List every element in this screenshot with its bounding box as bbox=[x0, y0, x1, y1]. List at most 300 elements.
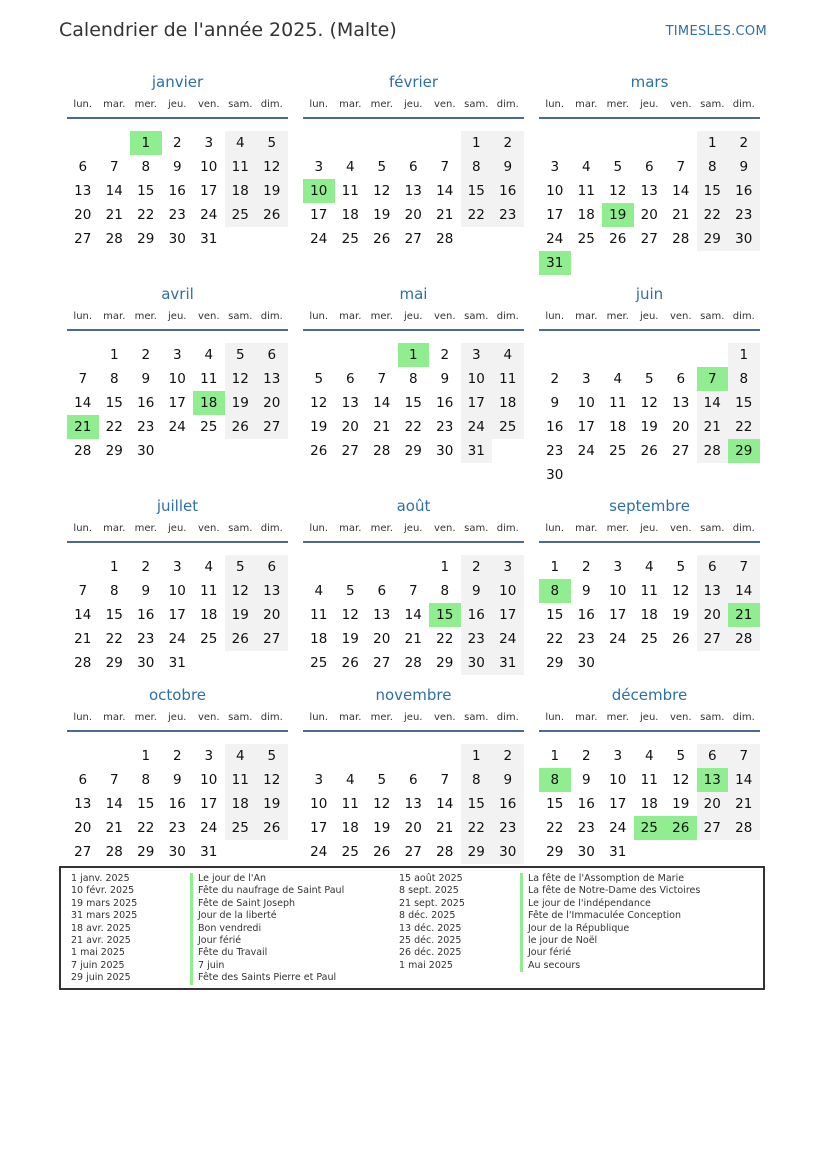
weekday-label: ven. bbox=[197, 99, 220, 110]
weekday-label: lun. bbox=[309, 523, 329, 534]
month-name: février bbox=[388, 73, 439, 91]
weekend-day-cell: 19 bbox=[225, 603, 257, 627]
day-cell: 24 bbox=[168, 631, 186, 647]
day-cell: 1 bbox=[141, 748, 151, 764]
weekend-day-cell: 16 bbox=[461, 603, 493, 627]
weekend-day-cell: 4 bbox=[225, 131, 257, 155]
legend-dates-col-2 bbox=[399, 873, 465, 972]
day-cell: 9 bbox=[440, 371, 450, 387]
header-divider bbox=[539, 329, 760, 331]
legend-holiday-name: le jour de Noël bbox=[520, 935, 700, 947]
day-cell: 9 bbox=[581, 583, 591, 599]
day-cell: 18 bbox=[310, 631, 328, 647]
weekend-day-cell: 27 bbox=[697, 627, 729, 651]
day-cell: 29 bbox=[105, 443, 123, 459]
day-cell: 18 bbox=[640, 607, 658, 623]
legend-date: 1 mai 2025 bbox=[71, 947, 125, 959]
day-cell: 28 bbox=[105, 844, 123, 860]
month-name: septembre bbox=[609, 497, 690, 515]
day-cell: 15 bbox=[137, 796, 155, 812]
day-cell: 6 bbox=[676, 371, 686, 387]
weekday-label: dim. bbox=[496, 523, 519, 534]
weekend-day-cell: 17 bbox=[492, 603, 524, 627]
day-cell: 10 bbox=[168, 371, 186, 387]
day-cell: 8 bbox=[440, 583, 450, 599]
day-cell: 20 bbox=[404, 207, 422, 223]
day-cell: 21 bbox=[74, 631, 92, 647]
day-cell: 10 bbox=[577, 395, 595, 411]
day-cell: 10 bbox=[609, 772, 627, 788]
day-cell: 28 bbox=[672, 231, 690, 247]
day-cell: 6 bbox=[78, 159, 88, 175]
month-name: août bbox=[396, 497, 431, 515]
day-cell: 21 bbox=[672, 207, 690, 223]
day-cell: 18 bbox=[640, 796, 658, 812]
day-cell: 22 bbox=[105, 419, 123, 435]
day-cell: 11 bbox=[200, 583, 218, 599]
legend-date: 18 avr. 2025 bbox=[71, 922, 131, 934]
day-cell: 25 bbox=[609, 443, 627, 459]
day-cell: 29 bbox=[436, 655, 454, 671]
day-cell: 21 bbox=[105, 207, 123, 223]
header-divider bbox=[67, 730, 288, 732]
day-cell: 16 bbox=[137, 607, 155, 623]
weekend-day-cell: 19 bbox=[256, 179, 288, 203]
day-cell: 17 bbox=[200, 183, 218, 199]
day-cell: 1 bbox=[550, 748, 560, 764]
weekend-day-cell: 17 bbox=[461, 391, 493, 415]
weekday-label: mer. bbox=[134, 311, 157, 322]
weekend-day-cell: 1 bbox=[461, 744, 493, 768]
day-cell: 11 bbox=[341, 796, 359, 812]
legend-holiday-name: La fête de Notre-Dame des Victoires bbox=[520, 885, 700, 897]
day-cell: 21 bbox=[404, 631, 422, 647]
holiday-day-cell: 8 bbox=[539, 768, 571, 792]
month-name: mars bbox=[630, 73, 669, 91]
header-divider bbox=[303, 730, 524, 732]
day-cell: 20 bbox=[404, 820, 422, 836]
day-cell: 11 bbox=[640, 772, 658, 788]
weekend-day-cell: 8 bbox=[461, 155, 493, 179]
weekday-label: dim. bbox=[732, 99, 755, 110]
weekend-day-cell: 28 bbox=[728, 627, 760, 651]
weekend-day-cell: 8 bbox=[461, 768, 493, 792]
legend-date: 21 sept. 2025 bbox=[399, 897, 465, 909]
weekend-day-cell: 20 bbox=[697, 792, 729, 816]
day-cell: 27 bbox=[74, 231, 92, 247]
day-cell: 20 bbox=[373, 631, 391, 647]
day-cell: 25 bbox=[640, 631, 658, 647]
month-janvier bbox=[67, 73, 288, 273]
day-cell: 20 bbox=[672, 419, 690, 435]
day-cell: 5 bbox=[345, 583, 355, 599]
legend-date: 10 févr. 2025 bbox=[71, 885, 135, 897]
holiday-day-cell: 25 bbox=[634, 816, 666, 840]
day-cell: 7 bbox=[109, 159, 119, 175]
day-cell: 16 bbox=[137, 395, 155, 411]
header-divider bbox=[67, 117, 288, 119]
weekend-day-cell: 11 bbox=[225, 768, 257, 792]
day-cell: 4 bbox=[581, 159, 591, 175]
weekday-label: lun. bbox=[545, 311, 565, 322]
weekday-label: lun. bbox=[545, 523, 565, 534]
day-cell: 23 bbox=[577, 631, 595, 647]
month-name: juillet bbox=[156, 497, 199, 515]
day-cell: 12 bbox=[609, 183, 627, 199]
weekend-day-cell: 3 bbox=[492, 555, 524, 579]
day-cell: 9 bbox=[172, 772, 182, 788]
day-cell: 7 bbox=[78, 371, 88, 387]
day-cell: 23 bbox=[436, 419, 454, 435]
weekend-day-cell: 23 bbox=[492, 816, 524, 840]
legend-date: 19 mars 2025 bbox=[71, 897, 138, 909]
day-cell: 26 bbox=[640, 443, 658, 459]
day-cell: 23 bbox=[168, 820, 186, 836]
weekday-label: ven. bbox=[433, 99, 456, 110]
legend-holiday-name: Jour de la République bbox=[520, 923, 700, 935]
holiday-day-cell: 8 bbox=[539, 579, 571, 603]
weekend-day-cell: 25 bbox=[492, 415, 524, 439]
day-cell: 16 bbox=[546, 419, 564, 435]
day-cell: 22 bbox=[546, 820, 564, 836]
weekend-day-cell: 11 bbox=[492, 367, 524, 391]
legend-holiday-name: Fête du naufrage de Saint Paul bbox=[190, 885, 344, 897]
weekday-label: mer. bbox=[606, 99, 629, 110]
day-cell: 29 bbox=[546, 844, 564, 860]
weekday-label: dim. bbox=[732, 523, 755, 534]
weekend-day-cell: 9 bbox=[492, 768, 524, 792]
day-cell: 5 bbox=[377, 159, 387, 175]
weekday-label: lun. bbox=[73, 311, 93, 322]
day-cell: 13 bbox=[640, 183, 658, 199]
day-cell: 30 bbox=[436, 443, 454, 459]
weekday-label: mer. bbox=[370, 99, 393, 110]
weekday-label: jeu. bbox=[640, 712, 659, 723]
weekday-label: dim. bbox=[260, 311, 283, 322]
day-cell: 24 bbox=[577, 443, 595, 459]
weekend-day-cell: 5 bbox=[256, 131, 288, 155]
day-cell: 23 bbox=[546, 443, 564, 459]
header-divider bbox=[303, 329, 524, 331]
weekend-day-cell: 30 bbox=[492, 840, 524, 864]
weekend-day-cell: 19 bbox=[256, 792, 288, 816]
day-cell: 26 bbox=[609, 231, 627, 247]
day-cell: 16 bbox=[168, 183, 186, 199]
day-cell: 23 bbox=[137, 419, 155, 435]
weekend-day-cell: 29 bbox=[461, 840, 493, 864]
month-name: janvier bbox=[151, 73, 204, 91]
weekend-day-cell: 12 bbox=[225, 579, 257, 603]
day-cell: 2 bbox=[172, 748, 182, 764]
day-cell: 15 bbox=[404, 395, 422, 411]
weekend-day-cell: 13 bbox=[256, 367, 288, 391]
weekend-day-cell: 6 bbox=[256, 555, 288, 579]
weekday-label: jeu. bbox=[168, 311, 187, 322]
day-cell: 5 bbox=[377, 772, 387, 788]
legend-date: 31 mars 2025 bbox=[71, 910, 138, 922]
day-cell: 20 bbox=[341, 419, 359, 435]
day-cell: 5 bbox=[314, 371, 324, 387]
day-cell: 14 bbox=[105, 796, 123, 812]
header-divider bbox=[303, 541, 524, 543]
holiday-day-cell: 31 bbox=[539, 251, 571, 275]
weekend-day-cell: 16 bbox=[492, 792, 524, 816]
day-cell: 2 bbox=[581, 748, 591, 764]
day-cell: 22 bbox=[404, 419, 422, 435]
weekday-label: mer. bbox=[606, 523, 629, 534]
legend-holiday-name: Jour de la liberté bbox=[190, 910, 344, 922]
holiday-day-cell: 1 bbox=[398, 343, 430, 367]
day-cell: 10 bbox=[609, 583, 627, 599]
weekend-day-cell: 22 bbox=[461, 203, 493, 227]
weekday-label: mar. bbox=[339, 712, 362, 723]
weekday-label: ven. bbox=[433, 311, 456, 322]
day-cell: 25 bbox=[577, 231, 595, 247]
weekend-day-cell: 28 bbox=[697, 439, 729, 463]
day-cell: 1 bbox=[550, 559, 560, 575]
weekend-day-cell: 25 bbox=[225, 203, 257, 227]
weekend-day-cell: 6 bbox=[697, 744, 729, 768]
day-cell: 29 bbox=[137, 231, 155, 247]
day-cell: 25 bbox=[200, 631, 218, 647]
header-divider bbox=[67, 541, 288, 543]
weekday-label: sam. bbox=[228, 311, 253, 322]
day-cell: 24 bbox=[609, 820, 627, 836]
day-cell: 12 bbox=[373, 183, 391, 199]
weekend-day-cell: 13 bbox=[697, 579, 729, 603]
weekday-label: lun. bbox=[309, 99, 329, 110]
day-cell: 2 bbox=[172, 135, 182, 151]
day-cell: 17 bbox=[310, 207, 328, 223]
day-cell: 24 bbox=[200, 820, 218, 836]
weekday-label: sam. bbox=[464, 311, 489, 322]
day-cell: 18 bbox=[200, 607, 218, 623]
day-cell: 25 bbox=[200, 419, 218, 435]
day-cell: 3 bbox=[172, 559, 182, 575]
brand-link[interactable]: TIMESLES.COM bbox=[665, 24, 767, 39]
day-cell: 17 bbox=[310, 820, 328, 836]
weekday-label: sam. bbox=[700, 99, 725, 110]
day-cell: 4 bbox=[204, 347, 214, 363]
weekend-day-cell: 28 bbox=[728, 816, 760, 840]
day-cell: 28 bbox=[436, 844, 454, 860]
day-cell: 6 bbox=[408, 159, 418, 175]
day-cell: 1 bbox=[109, 347, 119, 363]
legend-holiday-name: Au secours bbox=[520, 960, 700, 972]
weekday-label: mar. bbox=[103, 99, 126, 110]
day-cell: 24 bbox=[546, 231, 564, 247]
header-divider bbox=[67, 329, 288, 331]
day-cell: 26 bbox=[310, 443, 328, 459]
weekday-label: mer. bbox=[606, 712, 629, 723]
day-cell: 15 bbox=[546, 607, 564, 623]
day-cell: 22 bbox=[546, 631, 564, 647]
day-cell: 8 bbox=[141, 159, 151, 175]
weekday-label: jeu. bbox=[168, 712, 187, 723]
weekend-day-cell: 18 bbox=[492, 391, 524, 415]
weekday-label: lun. bbox=[545, 99, 565, 110]
day-cell: 11 bbox=[640, 583, 658, 599]
day-cell: 23 bbox=[577, 820, 595, 836]
page-title: Calendrier de l'année 2025. (Malte) bbox=[59, 19, 397, 41]
weekend-day-cell: 22 bbox=[697, 203, 729, 227]
day-cell: 13 bbox=[74, 796, 92, 812]
weekend-day-cell: 12 bbox=[225, 367, 257, 391]
weekend-day-cell: 20 bbox=[697, 603, 729, 627]
day-cell: 19 bbox=[640, 419, 658, 435]
holiday-day-cell: 26 bbox=[665, 816, 697, 840]
day-cell: 14 bbox=[74, 607, 92, 623]
weekend-day-cell: 4 bbox=[225, 744, 257, 768]
legend-date: 21 avr. 2025 bbox=[71, 934, 131, 946]
weekend-day-cell: 31 bbox=[461, 439, 493, 463]
weekend-day-cell: 20 bbox=[256, 391, 288, 415]
weekday-label: sam. bbox=[228, 712, 253, 723]
day-cell: 12 bbox=[672, 772, 690, 788]
weekend-day-cell: 18 bbox=[225, 792, 257, 816]
holiday-day-cell: 7 bbox=[697, 367, 729, 391]
day-cell: 18 bbox=[341, 820, 359, 836]
legend-holiday-name: La fête de l'Assomption de Marie bbox=[520, 873, 700, 885]
weekend-day-cell: 5 bbox=[256, 744, 288, 768]
weekend-day-cell: 5 bbox=[225, 555, 257, 579]
holiday-day-cell: 10 bbox=[303, 179, 335, 203]
day-cell: 11 bbox=[310, 607, 328, 623]
day-cell: 7 bbox=[440, 159, 450, 175]
day-cell: 30 bbox=[168, 231, 186, 247]
day-cell: 15 bbox=[546, 796, 564, 812]
day-cell: 12 bbox=[672, 583, 690, 599]
weekend-day-cell: 9 bbox=[728, 155, 760, 179]
weekday-label: dim. bbox=[260, 712, 283, 723]
legend-holiday-name: Fête de l'Immaculée Conception bbox=[520, 910, 700, 922]
day-cell: 6 bbox=[408, 772, 418, 788]
day-cell: 3 bbox=[581, 371, 591, 387]
day-cell: 9 bbox=[141, 371, 151, 387]
day-cell: 19 bbox=[373, 207, 391, 223]
day-cell: 17 bbox=[577, 419, 595, 435]
holiday-day-cell: 13 bbox=[697, 768, 729, 792]
legend-holiday-name: 7 juin bbox=[190, 960, 344, 972]
legend-holiday-name: Le jour de l'An bbox=[190, 873, 344, 885]
legend-date: 7 juin 2025 bbox=[71, 959, 125, 971]
legend-dates-col-1 bbox=[71, 873, 137, 985]
weekend-day-cell: 19 bbox=[225, 391, 257, 415]
weekday-label: lun. bbox=[73, 712, 93, 723]
weekend-day-cell: 25 bbox=[225, 816, 257, 840]
day-cell: 14 bbox=[373, 395, 391, 411]
month-décembre bbox=[539, 686, 760, 886]
weekday-label: mar. bbox=[575, 523, 598, 534]
weekday-label: sam. bbox=[464, 523, 489, 534]
day-cell: 22 bbox=[137, 820, 155, 836]
day-cell: 13 bbox=[404, 796, 422, 812]
weekend-day-cell: 8 bbox=[728, 367, 760, 391]
day-cell: 10 bbox=[200, 159, 218, 175]
weekend-day-cell: 2 bbox=[728, 131, 760, 155]
day-cell: 12 bbox=[640, 395, 658, 411]
day-cell: 7 bbox=[676, 159, 686, 175]
day-cell: 30 bbox=[137, 443, 155, 459]
weekend-day-cell: 21 bbox=[728, 792, 760, 816]
weekend-day-cell: 18 bbox=[225, 179, 257, 203]
weekend-day-cell: 3 bbox=[461, 343, 493, 367]
day-cell: 30 bbox=[546, 467, 564, 483]
day-cell: 15 bbox=[137, 183, 155, 199]
day-cell: 14 bbox=[672, 183, 690, 199]
day-cell: 11 bbox=[200, 371, 218, 387]
day-cell: 11 bbox=[609, 395, 627, 411]
weekday-label: sam. bbox=[464, 99, 489, 110]
day-cell: 5 bbox=[613, 159, 623, 175]
weekday-label: lun. bbox=[73, 99, 93, 110]
weekend-day-cell: 24 bbox=[492, 627, 524, 651]
weekend-day-cell: 6 bbox=[697, 555, 729, 579]
day-cell: 30 bbox=[137, 655, 155, 671]
weekend-day-cell: 20 bbox=[256, 603, 288, 627]
day-cell: 3 bbox=[204, 135, 214, 151]
day-cell: 19 bbox=[373, 820, 391, 836]
header-divider bbox=[539, 541, 760, 543]
day-cell: 5 bbox=[644, 371, 654, 387]
day-cell: 29 bbox=[105, 655, 123, 671]
weekend-day-cell: 30 bbox=[461, 651, 493, 675]
day-cell: 30 bbox=[577, 655, 595, 671]
day-cell: 28 bbox=[373, 443, 391, 459]
weekday-label: dim. bbox=[732, 311, 755, 322]
day-cell: 26 bbox=[373, 844, 391, 860]
day-cell: 9 bbox=[141, 583, 151, 599]
day-cell: 28 bbox=[74, 443, 92, 459]
day-cell: 13 bbox=[404, 183, 422, 199]
weekday-label: mar. bbox=[575, 712, 598, 723]
weekend-day-cell: 16 bbox=[728, 179, 760, 203]
weekday-label: mar. bbox=[575, 311, 598, 322]
weekday-label: lun. bbox=[545, 712, 565, 723]
weekend-day-cell: 22 bbox=[728, 415, 760, 439]
weekend-day-cell: 10 bbox=[461, 367, 493, 391]
legend-date: 15 août 2025 bbox=[399, 873, 463, 884]
month-octobre bbox=[67, 686, 288, 886]
weekday-label: mar. bbox=[339, 99, 362, 110]
day-cell: 10 bbox=[546, 183, 564, 199]
day-cell: 7 bbox=[109, 772, 119, 788]
day-cell: 22 bbox=[137, 207, 155, 223]
day-cell: 21 bbox=[436, 207, 454, 223]
weekend-day-cell: 14 bbox=[728, 579, 760, 603]
day-cell: 23 bbox=[137, 631, 155, 647]
weekend-day-cell: 16 bbox=[492, 179, 524, 203]
day-cell: 24 bbox=[609, 631, 627, 647]
day-cell: 26 bbox=[373, 231, 391, 247]
day-cell: 14 bbox=[404, 607, 422, 623]
weekday-label: sam. bbox=[228, 99, 253, 110]
weekend-day-cell: 12 bbox=[256, 768, 288, 792]
weekday-label: ven. bbox=[197, 311, 220, 322]
day-cell: 26 bbox=[341, 655, 359, 671]
day-cell: 13 bbox=[74, 183, 92, 199]
weekend-day-cell: 23 bbox=[461, 627, 493, 651]
day-cell: 20 bbox=[74, 820, 92, 836]
day-cell: 16 bbox=[168, 796, 186, 812]
day-cell: 12 bbox=[373, 796, 391, 812]
day-cell: 27 bbox=[640, 231, 658, 247]
legend-holiday-name: Fête de Saint Joseph bbox=[190, 898, 344, 910]
weekend-day-cell: 26 bbox=[225, 627, 257, 651]
day-cell: 1 bbox=[109, 559, 119, 575]
weekend-day-cell: 1 bbox=[697, 131, 729, 155]
weekday-label: jeu. bbox=[640, 523, 659, 534]
